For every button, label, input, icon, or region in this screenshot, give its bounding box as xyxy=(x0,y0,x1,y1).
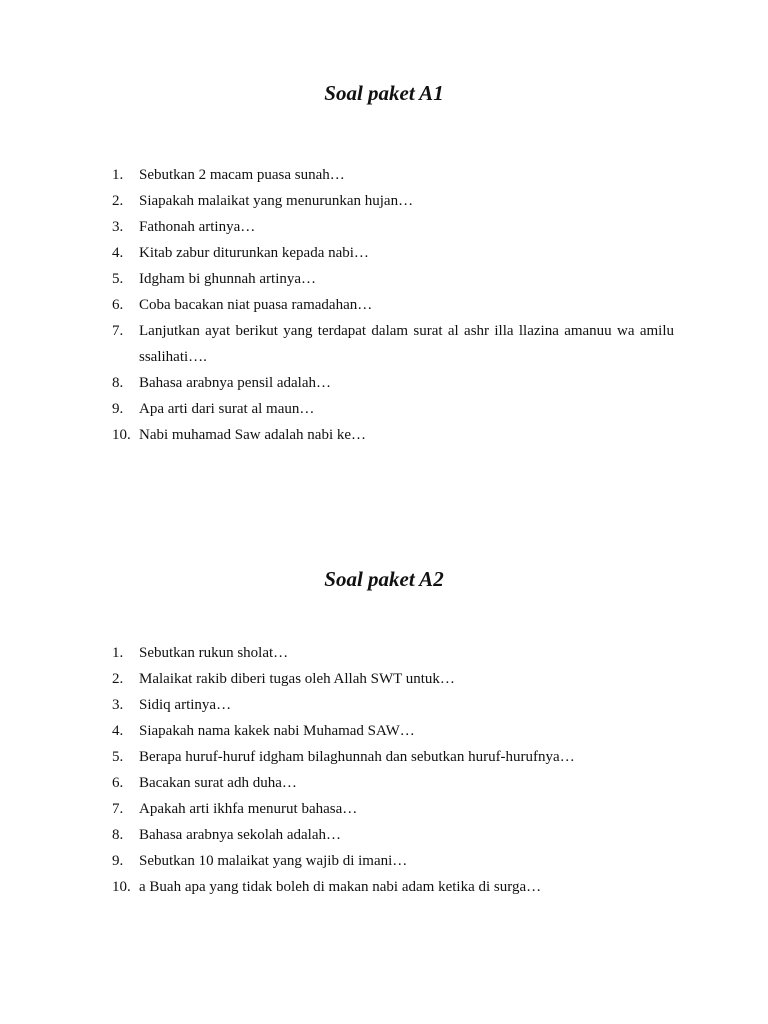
question-number: 2. xyxy=(112,671,124,687)
section-title: Soal paket A1 xyxy=(324,81,444,105)
question-number: 9. xyxy=(112,853,124,869)
question-number: 5. xyxy=(112,271,124,287)
question-text: Coba bacakan niat puasa ramadahan… xyxy=(139,297,373,313)
question-item xyxy=(112,214,674,240)
question-item xyxy=(112,848,674,874)
question-item xyxy=(112,770,674,796)
question-item xyxy=(112,240,674,266)
question-item xyxy=(112,396,674,422)
question-item xyxy=(112,744,674,770)
question-item xyxy=(112,718,674,744)
question-number: 7. xyxy=(112,801,124,817)
question-number: 4. xyxy=(112,723,124,739)
question-item xyxy=(112,188,674,214)
question-text: Sebutkan 10 malaikat yang wajib di imani… xyxy=(139,853,408,869)
question-item xyxy=(112,162,674,188)
question-item xyxy=(112,640,674,666)
question-text: Sebutkan rukun sholat… xyxy=(139,645,289,661)
question-text: Malaikat rakib diberi tugas oleh Allah SWT untuk… xyxy=(139,671,455,687)
question-number: 5. xyxy=(112,749,124,765)
question-text: Siapakah malaikat yang menurunkan hujan… xyxy=(139,193,414,209)
question-text: Lanjutkan ayat berikut yang terdapat dalam surat al ashr illa llazina amanuu wa amilu ssalihati…. xyxy=(139,323,674,365)
question-item xyxy=(112,266,674,292)
question-text: Bahasa arabnya sekolah adalah… xyxy=(139,827,341,843)
question-item xyxy=(112,292,674,318)
question-number: 8. xyxy=(112,827,124,843)
question-number: 6. xyxy=(112,775,124,791)
question-number: 10. xyxy=(112,427,131,443)
question-number: 2. xyxy=(112,193,124,209)
question-number: 1. xyxy=(112,167,124,183)
question-list xyxy=(112,640,674,900)
question-text: Sebutkan 2 macam puasa sunah… xyxy=(139,167,345,183)
question-text: Bacakan surat adh duha… xyxy=(139,775,297,791)
question-text: Siapakah nama kakek nabi Muhamad SAW… xyxy=(139,723,415,739)
question-number: 8. xyxy=(112,375,124,391)
question-item xyxy=(112,370,674,396)
question-list xyxy=(112,162,674,448)
question-text: Idgham bi ghunnah artinya… xyxy=(139,271,317,287)
question-item xyxy=(112,666,674,692)
question-text: Bahasa arabnya pensil adalah… xyxy=(139,375,332,391)
section-paket-a1 xyxy=(0,76,768,443)
question-text: Apakah arti ikhfa menurut bahasa… xyxy=(139,801,358,817)
question-text: Berapa huruf-huruf idgham bilaghunnah dan sebutkan huruf-hurufnya… xyxy=(139,749,575,765)
question-number: 3. xyxy=(112,219,124,235)
question-item xyxy=(112,874,674,900)
question-item xyxy=(112,692,674,718)
section-title: Soal paket A2 xyxy=(324,567,444,591)
question-text: Nabi muhamad Saw adalah nabi ke… xyxy=(139,427,367,443)
question-number: 10. xyxy=(112,879,131,895)
question-text: a Buah apa yang tidak boleh di makan nabi adam ketika di surga… xyxy=(139,879,542,895)
question-item xyxy=(112,796,674,822)
question-number: 4. xyxy=(112,245,124,261)
question-text: Kitab zabur diturunkan kepada nabi… xyxy=(139,245,369,261)
question-number: 7. xyxy=(112,323,124,339)
question-number: 1. xyxy=(112,645,124,661)
question-item xyxy=(112,318,674,370)
question-number: 3. xyxy=(112,697,124,713)
question-text: Fathonah artinya… xyxy=(139,219,256,235)
question-item xyxy=(112,422,674,448)
question-text: Apa arti dari surat al maun… xyxy=(139,401,315,417)
question-text: Sidiq artinya… xyxy=(139,697,232,713)
section-paket-a2 xyxy=(0,562,768,895)
question-item xyxy=(112,822,674,848)
question-number: 9. xyxy=(112,401,124,417)
question-number: 6. xyxy=(112,297,124,313)
